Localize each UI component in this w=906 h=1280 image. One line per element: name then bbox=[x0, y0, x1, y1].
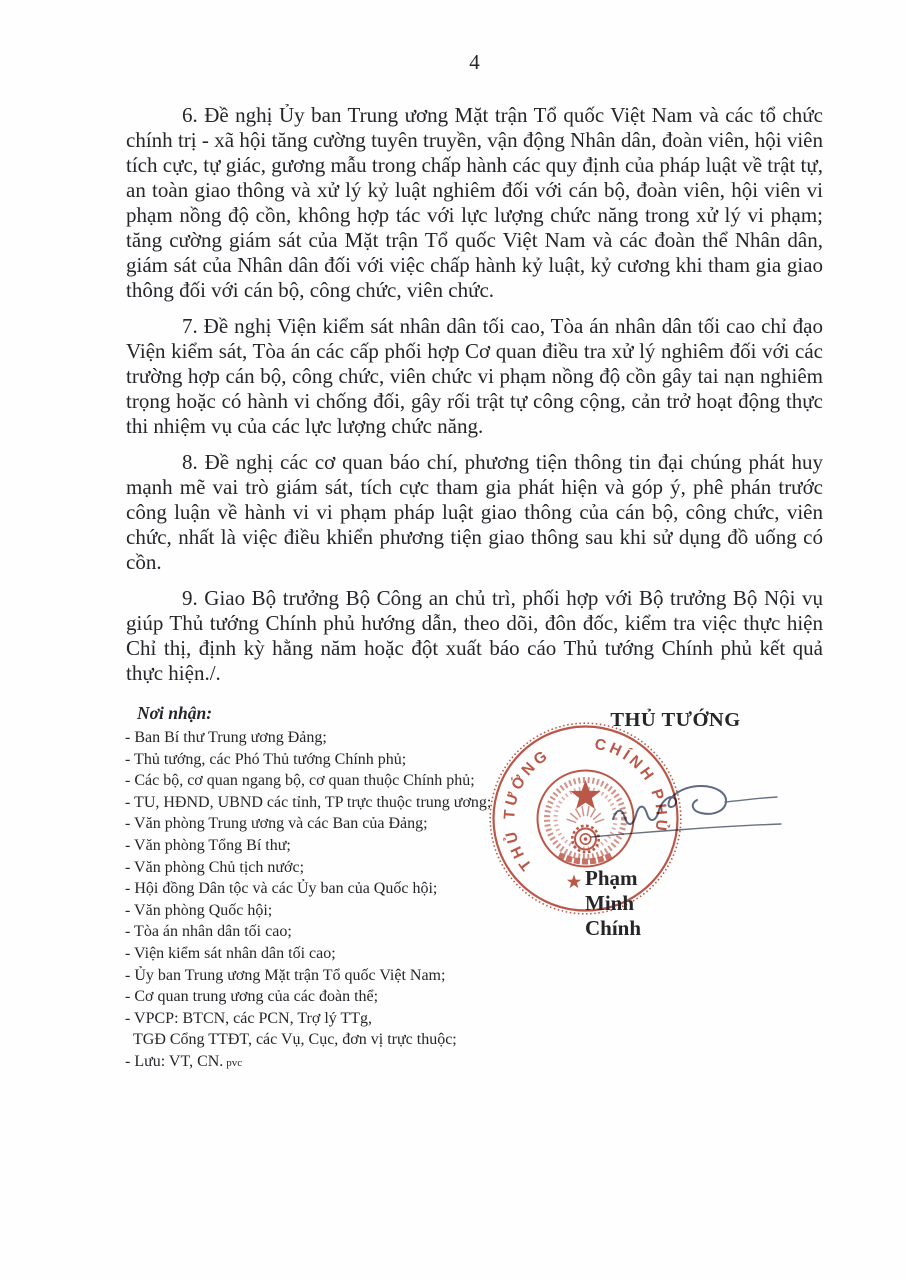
rim-star-icon bbox=[567, 875, 581, 889]
recipient-item: - Tòa án nhân dân tối cao; bbox=[125, 923, 292, 941]
recipient-item: - Văn phòng Tổng Bí thư; bbox=[125, 836, 291, 854]
paragraph: 7. Đề nghị Viện kiểm sát nhân dân tối cao, Tòa án nhân dân tối cao chỉ đạo Viện kiểm sát, Tòa án các cấp phối hợp Cơ quan điều tra xử lý nghiêm đối với các trường hợp cán bộ, công chức, viên chức vi phạm nồng độ cồn gây tai nạn nghiêm trọng hoặc có hành vi chống đối, gây rối trật tự công cộng, cản trở hoạt động thực thi nhiệm vụ của các lực lượng chức năng. bbox=[126, 314, 823, 438]
page-number: 4 bbox=[469, 50, 480, 74]
recipient-item: - Viện kiểm sát nhân dân tối cao; bbox=[125, 944, 336, 962]
recipient-item: - Thủ tướng, các Phó Thủ tướng Chính phủ; bbox=[125, 750, 407, 768]
recipient-item: - Các bộ, cơ quan ngang bộ, cơ quan thuộc Chính phủ; bbox=[125, 772, 475, 790]
recipients-heading: Nơi nhận: bbox=[137, 703, 213, 723]
recipient-item: - Ủy ban Trung ương Mặt trận Tổ quốc Việt Nam; bbox=[125, 966, 446, 984]
recipient-item: - Cơ quan trung ương của các đoàn thể; bbox=[125, 988, 379, 1006]
seal-arc-text-left: THỦ TƯỚNG bbox=[501, 745, 554, 874]
recipient-item: TGĐ Cổng TTĐT, các Vụ, Cục, đơn vị trực thuộc; bbox=[125, 1031, 457, 1049]
recipient-item: - Ban Bí thư Trung ương Đảng; bbox=[125, 729, 327, 746]
paragraph: 6. Đề nghị Ủy ban Trung ương Mặt trận Tổ quốc Việt Nam và các tổ chức chính trị - xã hội tăng cường tuyên truyền, vận động Nhân dân, đoàn viên, hội viên tích cực, tự giác, gương mẫu trong chấp hành các quy định của pháp luật về trật tự, an toàn giao thông và xử lý kỷ luật nghiêm đối với cán bộ, đoàn viên, hội viên vi phạm nồng độ cồn, không hợp tác với lực lượng chức năng trong xử lý vi phạm; tăng cường giám sát của Mặt trận Tổ quốc Việt Nam và các đoàn thể Nhân dân, giám sát của Nhân dân đối với việc chấp hành kỷ luật, kỷ cương khi tham gia giao thông đối với cán bộ, công chức, viên chức. bbox=[126, 103, 823, 302]
document-body bbox=[126, 103, 823, 697]
signature-title: THỦ TƯỚNG bbox=[610, 709, 741, 731]
seal-arc-text-right: CHÍNH PHỦ bbox=[593, 735, 670, 836]
handwritten-signature bbox=[555, 745, 885, 855]
typist-initials: pvc bbox=[226, 1056, 243, 1069]
recipient-item: - Lưu: VT, CN. pvc bbox=[125, 1052, 243, 1070]
recipient-item: - Văn phòng Quốc hội; bbox=[125, 901, 273, 919]
recipient-item: - VPCP: BTCN, các PCN, Trợ lý TTg, bbox=[125, 1009, 373, 1027]
signer-name: Phạm Minh Chính bbox=[585, 866, 642, 940]
recipients-section bbox=[125, 703, 525, 1074]
paragraph: 8. Đề nghị các cơ quan báo chí, phương tiện thông tin đại chúng phát huy mạnh mẽ vai trò giám sát, tích cực tham gia phát hiện và góp ý, phê phán trước công luận về hành vi vi phạm pháp luật giao thông của cán bộ, công chức, viên chức, nhất là việc điều khiển phương tiện giao thông sau khi sử dụng đồ uống có cồn. bbox=[126, 450, 823, 574]
recipient-item: - Văn phòng Chủ tịch nước; bbox=[125, 858, 305, 876]
recipients-list bbox=[125, 728, 525, 1074]
recipient-item: - Hội đồng Dân tộc và các Ủy ban của Quốc hội; bbox=[125, 880, 438, 898]
paragraph: 9. Giao Bộ trưởng Bộ Công an chủ trì, phối hợp với Bộ trưởng Bộ Nội vụ giúp Thủ tướng Chính phủ hướng dẫn, theo dõi, đôn đốc, kiểm tra việc thực hiện Chỉ thị, định kỳ hằng năm hoặc đột xuất báo cáo Thủ tướng Chính phủ kết quả thực hiện./. bbox=[126, 586, 823, 685]
svg-text:THỦ TƯỚNG bbox=[501, 746, 553, 873]
recipient-item: - Văn phòng Trung ương và các Ban của Đảng; bbox=[125, 815, 428, 833]
recipient-item: - TU, HĐND, UBND các tỉnh, TP trực thuộc trung ương; bbox=[125, 793, 492, 811]
